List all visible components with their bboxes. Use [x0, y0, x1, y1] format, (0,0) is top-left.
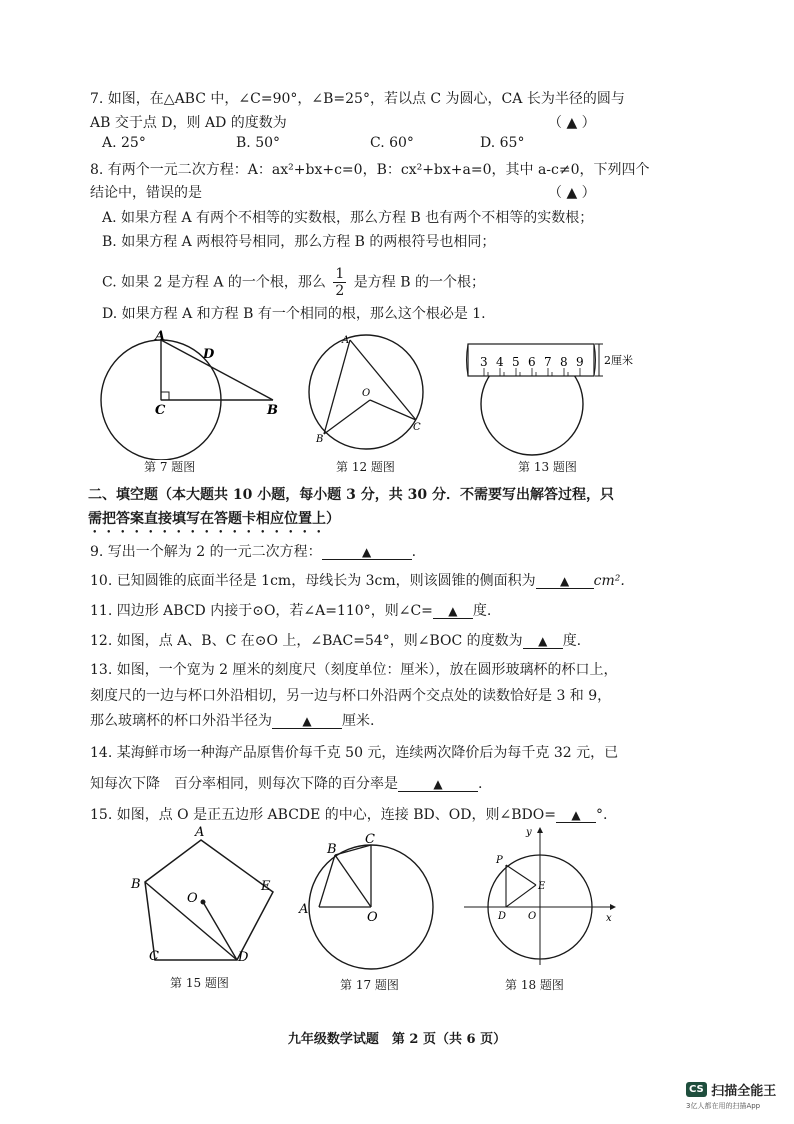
fig15-label-a: A — [195, 825, 205, 840]
q13-line3 — [90, 710, 374, 730]
fig17-label-b: B — [327, 842, 337, 857]
q13-text: 那么玻璃杯的杯口外沿半径为 — [90, 713, 272, 729]
fig13-tick-3: 3 — [480, 355, 488, 369]
q12-end: 度. — [562, 633, 582, 649]
q13-answer-blank: ▲ — [272, 714, 342, 729]
figure-13 — [462, 338, 642, 456]
q14-line2 — [90, 773, 482, 793]
q10-text: 10. 已知圆锥的底面半径是 1cm，母线长为 3cm，则该圆锥的侧面积为 — [90, 573, 536, 589]
q9-answer-blank: ▲ — [322, 545, 412, 560]
fig13-tick-6: 6 — [528, 355, 536, 369]
q7-line1: 7. 如图，在△ABC 中，∠C=90°，∠B=25°，若以点 C 为圆心，CA 长为半径的圆与 — [90, 91, 625, 107]
q15-end: °. — [595, 807, 608, 823]
caption-figure-18: 第 18 题图 — [505, 978, 564, 992]
q8-line2: 结论中，错误的是 — [90, 185, 202, 201]
q10-answer-blank: ▲ — [536, 574, 594, 589]
page-footer: 九年级数学试题 第 2 页（共 6 页） — [287, 1032, 507, 1047]
q13-end: 厘米. — [342, 713, 375, 729]
caption-figure-15: 第 15 题图 — [170, 976, 229, 990]
q14-line1: 14. 某海鲜市场一种海产品原售价每千克 50 元，连续两次降价后为每千克 32 元，已 — [90, 745, 619, 761]
camscanner-name: 扫描全能王 — [711, 1084, 777, 1099]
q11 — [90, 600, 491, 620]
q11-text: 11. 四边形 ABCD 内接于⊙O，若∠A=110°，则∠C= — [90, 603, 433, 619]
section-2-heading-text: 需把答案直接填写在答题卡相应位置上） — [88, 511, 340, 527]
fig13-width-label: 2厘米 — [604, 354, 633, 367]
camscanner-watermark — [686, 1080, 776, 1111]
fraction-numerator: 1 — [335, 266, 345, 282]
q14-text: 知每次下降 百分率相同，则每次下降的百分率是 — [90, 776, 398, 792]
q8-option-d: D. 如果方程 A 和方程 B 有一个相同的根，那么这个根必是 1. — [102, 306, 486, 322]
fig15-label-e: E — [261, 879, 271, 894]
fig15-label-b: B — [131, 877, 141, 892]
fig18-label-d: D — [498, 911, 507, 922]
fig13-tick-7: 7 — [544, 355, 552, 369]
figure-17 — [295, 825, 445, 970]
figure-7 — [95, 330, 295, 460]
q8-line1: 8. 有两个一元二次方程：A：ax²+bx+c=0，B：cx²+bx+a=0，其中 a-c≠0，下列四个 — [90, 162, 650, 178]
q12 — [90, 630, 581, 650]
q9-end: . — [411, 544, 417, 560]
fig13-tick-4: 4 — [496, 355, 504, 369]
q9-text: 9. 写出一个解为 2 的一元二次方程： — [90, 544, 322, 560]
q12-answer-blank: ▲ — [523, 634, 563, 649]
q9 — [90, 541, 416, 561]
figure-12 — [300, 330, 430, 455]
q7-answer: （ ▲ ） — [548, 115, 596, 131]
camscanner-logo-icon: CS — [686, 1082, 707, 1097]
fig7-label-c: C — [155, 403, 166, 418]
camscanner-tagline: 3亿人都在用的扫描App — [686, 1102, 761, 1110]
caption-figure-13: 第 13 题图 — [518, 460, 577, 474]
fig7-label-a: A — [155, 330, 166, 344]
fig12-label-c: C — [413, 422, 421, 433]
caption-figure-17: 第 17 题图 — [340, 978, 399, 992]
q15-text: 15. 如图，点 O 是正五边形 ABCDE 的中心，连接 BD、OD，则∠BDO= — [90, 807, 556, 823]
section-2-heading-line1: 二、填空题（本大题共 10 小题，每小题 3 分，共 30 分．不需要写出解答过程，只 — [88, 487, 614, 503]
caption-figure-12: 第 12 题图 — [336, 460, 395, 474]
fraction-denominator: 2 — [335, 283, 345, 299]
q13-line2: 刻度尺的一边与杯口外沿相切，另一边与杯口外沿两个交点处的读数恰好是 3 和 9， — [90, 688, 612, 704]
q15-answer-blank: ▲ — [556, 808, 596, 823]
fig7-label-b: B — [267, 403, 278, 418]
q7-option-b: B. 50° — [236, 135, 281, 151]
fig18-label-o: O — [528, 911, 537, 922]
q8-option-c — [102, 266, 485, 299]
fraction-half — [333, 266, 346, 299]
q14-answer-blank: ▲ — [398, 777, 478, 792]
fig17-label-o: O — [367, 910, 378, 925]
q8-option-c-post: 是方程 B 的一个根； — [353, 274, 485, 291]
fig13-tick-8: 8 — [560, 355, 568, 369]
fig18-label-e: E — [538, 881, 546, 892]
fig17-label-a: A — [299, 902, 309, 917]
q8-option-c-pre: C. 如果 2 是方程 A 的一个根，那么 — [102, 274, 326, 291]
q7-line2: AB 交于点 D，则 AD 的度数为 — [90, 115, 287, 131]
q7-option-c: C. 60° — [370, 135, 414, 151]
section-2-heading-line2 — [88, 508, 340, 536]
q7-option-d: D. 65° — [480, 135, 525, 151]
fig12-label-a: A — [342, 335, 350, 346]
fig12-label-b: B — [316, 434, 324, 445]
fig7-label-d: D — [203, 347, 215, 362]
q11-answer-blank: ▲ — [433, 604, 473, 619]
q12-text: 12. 如图，点 A、B、C 在⊙O 上，∠BAC=54°，则∠BOC 的度数为 — [90, 633, 523, 649]
figure-18 — [460, 825, 620, 970]
q8-option-b: B. 如果方程 A 两根符号相同，那么方程 B 的两根符号也相同； — [102, 234, 496, 250]
q10-end: cm². — [593, 573, 625, 589]
q13-line1: 13. 如图，一个宽为 2 厘米的刻度尺（刻度单位：厘米），放在圆形玻璃杯的杯口上， — [90, 662, 618, 678]
caption-figure-7: 第 7 题图 — [144, 460, 196, 474]
fig13-tick-5: 5 — [512, 355, 520, 369]
fig15-label-o: O — [187, 891, 198, 906]
q8-answer: （ ▲ ） — [548, 185, 596, 201]
fig18-axis-y: y — [526, 827, 532, 838]
q7-option-a: A. 25° — [102, 135, 146, 151]
fig18-label-p: P — [496, 855, 503, 866]
q8-option-a: A. 如果方程 A 有两个不相等的实数根，那么方程 B 也有两个不相等的实数根； — [102, 210, 594, 226]
fig17-label-c: C — [365, 832, 375, 847]
fig12-label-o: O — [362, 388, 371, 399]
figure-15 — [125, 820, 285, 970]
q11-end: 度. — [472, 603, 492, 619]
fig18-axis-x: x — [606, 913, 612, 924]
q10 — [90, 570, 625, 590]
fig15-label-d: D — [238, 950, 249, 965]
fig15-label-c: C — [149, 949, 159, 964]
q14-end: . — [478, 776, 483, 792]
fig13-tick-9: 9 — [576, 355, 584, 369]
